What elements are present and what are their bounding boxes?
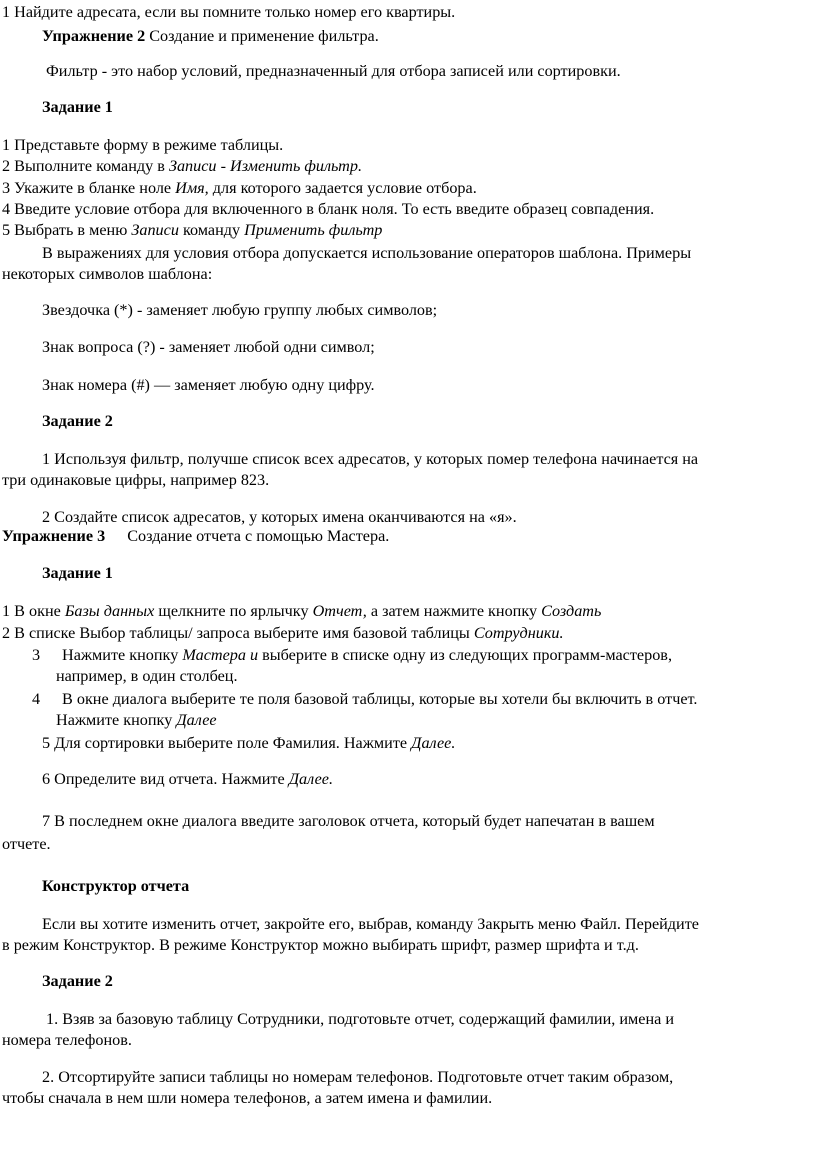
- report-step-3-line-1: [62, 645, 672, 665]
- step-text: щелкните по ярлычку: [154, 602, 313, 620]
- step-text: 5 Для сортировки выберите поле Фамилия. Нажмите: [42, 734, 412, 752]
- wildcard-hash: Знак номера (#) — заменяет любую одну цифру.: [42, 376, 375, 394]
- filter-definition: Фильтр - это набор условий, предназначенный для отбора записей или сортировки.: [46, 62, 621, 80]
- button-name: Далее.: [411, 734, 456, 752]
- task-2-item-2: 2 Создайте список адресатов, у которых имена оканчиваются на «я».: [42, 508, 517, 526]
- report-step-1: [2, 601, 601, 621]
- button-name: Создать: [541, 602, 602, 620]
- window-name: Базы данных: [64, 602, 155, 620]
- step-text: 1 В окне: [2, 602, 65, 620]
- report-step-5: [42, 733, 455, 753]
- report-step-2: [2, 623, 564, 643]
- exercise-label: Упражнение 3: [2, 527, 106, 545]
- final-item-1-line-1: 1. Взяв за базовую таблицу Сотрудники, подготовьте отчет, содержащий фамилии, имена и: [46, 1010, 674, 1028]
- step-1: 1 Представьте форму в режиме таблицы.: [2, 136, 284, 154]
- wildcard-question: Знак вопроса (?) - заменяет любой одни символ;: [42, 338, 375, 356]
- exercise-3-heading: [2, 526, 389, 546]
- command-name: Применить фильтр: [244, 221, 383, 239]
- button-name: Далее: [176, 711, 217, 729]
- constructor-heading: Конструктор отчета: [42, 877, 190, 895]
- button-name: Мастера и: [182, 646, 259, 664]
- step-text: Нажмите кнопку: [62, 646, 183, 664]
- button-name: Далее.: [288, 770, 333, 788]
- exercise-title: Создание отчета с помощью Мастера.: [127, 527, 390, 545]
- wildcard-star: Звездочка (*) - заменяет любую группу любых символов;: [42, 301, 438, 319]
- step-text: 3 Укажите в бланке ноле: [2, 179, 176, 197]
- step-4: 4 Введите условие отбора для включенного в бланк ноля. То есть введите образец совпадения.: [2, 200, 655, 218]
- report-step-3-line-2: например, в один столбец.: [56, 667, 238, 685]
- step-2: [2, 156, 362, 176]
- step-text: 2 Выполните команду в: [2, 157, 169, 175]
- field-name: Имя,: [175, 179, 209, 197]
- task-1-heading-2: Задание 1: [42, 564, 113, 582]
- step-text: команду: [178, 221, 245, 239]
- report-step-4-line-1: В окне диалога выберите те поля базовой таблицы, которые вы хотели бы включить в отчет.: [62, 690, 698, 708]
- command-name: Записи - Изменить фильтр.: [168, 157, 362, 175]
- exercise-label: Упражнение 2: [42, 27, 146, 45]
- step-text: Нажмите кнопку: [56, 711, 177, 729]
- final-item-1-line-2: номера телефонов.: [2, 1031, 132, 1049]
- step-text: а затем нажмите кнопку: [366, 602, 542, 620]
- expression-paragraph-line-2: некоторых символов шаблона:: [2, 265, 213, 283]
- step-text: 5 Выбрать в меню: [2, 221, 132, 239]
- final-item-2-line-1: 2. Отсортируйте записи таблицы но номерам телефонов. Подготовьте отчет таким образом,: [42, 1068, 674, 1086]
- report-step-4-number: 4: [32, 690, 41, 708]
- constructor-paragraph-line-2: в режим Конструктор. В режиме Конструктор можно выбирать шрифт, размер шрифта и т.д.: [2, 936, 639, 954]
- report-step-3-number: 3: [32, 646, 41, 664]
- intro-line: 1 Найдите адресата, если вы помните только номер его квартиры.: [2, 3, 456, 21]
- exercise-2-heading: [42, 26, 379, 46]
- step-3: [2, 178, 477, 198]
- expression-paragraph-line-1: В выражениях для условия отбора допускается использование операторов шаблона. Примеры: [42, 244, 692, 262]
- task-2-heading: Задание 2: [42, 412, 113, 430]
- report-step-6: [42, 769, 333, 789]
- report-step-4-line-2: [56, 710, 217, 730]
- task-2-item-1-line-1: 1 Используя фильтр, получше список всех адресатов, у которых помер телефона начинается на: [42, 450, 699, 468]
- report-step-7-line-1: 7 В последнем окне диалога введите заголовок отчета, который будет напечатан в вашем: [42, 812, 655, 830]
- report-step-7-line-2: отчете.: [2, 835, 51, 853]
- table-name: Сотрудники.: [473, 624, 564, 642]
- step-text: выберите в списке одну из следующих программ-мастеров,: [258, 646, 672, 664]
- step-text: 6 Определите вид отчета. Нажмите: [42, 770, 289, 788]
- step-text: для которого задается условие отбора.: [208, 179, 477, 197]
- step-5: [2, 220, 382, 240]
- constructor-paragraph-line-1: Если вы хотите изменить отчет, закройте его, выбрав, команду Закрыть меню Файл. Перейдите: [42, 915, 699, 933]
- task-2-heading-2: Задание 2: [42, 972, 113, 990]
- final-item-2-line-2: чтобы сначала в нем шли номера телефонов, а затем имена и фамилии.: [2, 1089, 493, 1107]
- exercise-title: Создание и применение фильтра.: [145, 27, 379, 45]
- step-text: 2 В списке Выбор таблицы/ запроса выберите имя базовой таблицы: [2, 624, 474, 642]
- menu-name: Записи: [131, 221, 179, 239]
- tab-name: Отчет,: [312, 602, 367, 620]
- task-1-heading: Задание 1: [42, 98, 113, 116]
- task-2-item-1-line-2: три одинаковые цифры, например 823.: [2, 471, 270, 489]
